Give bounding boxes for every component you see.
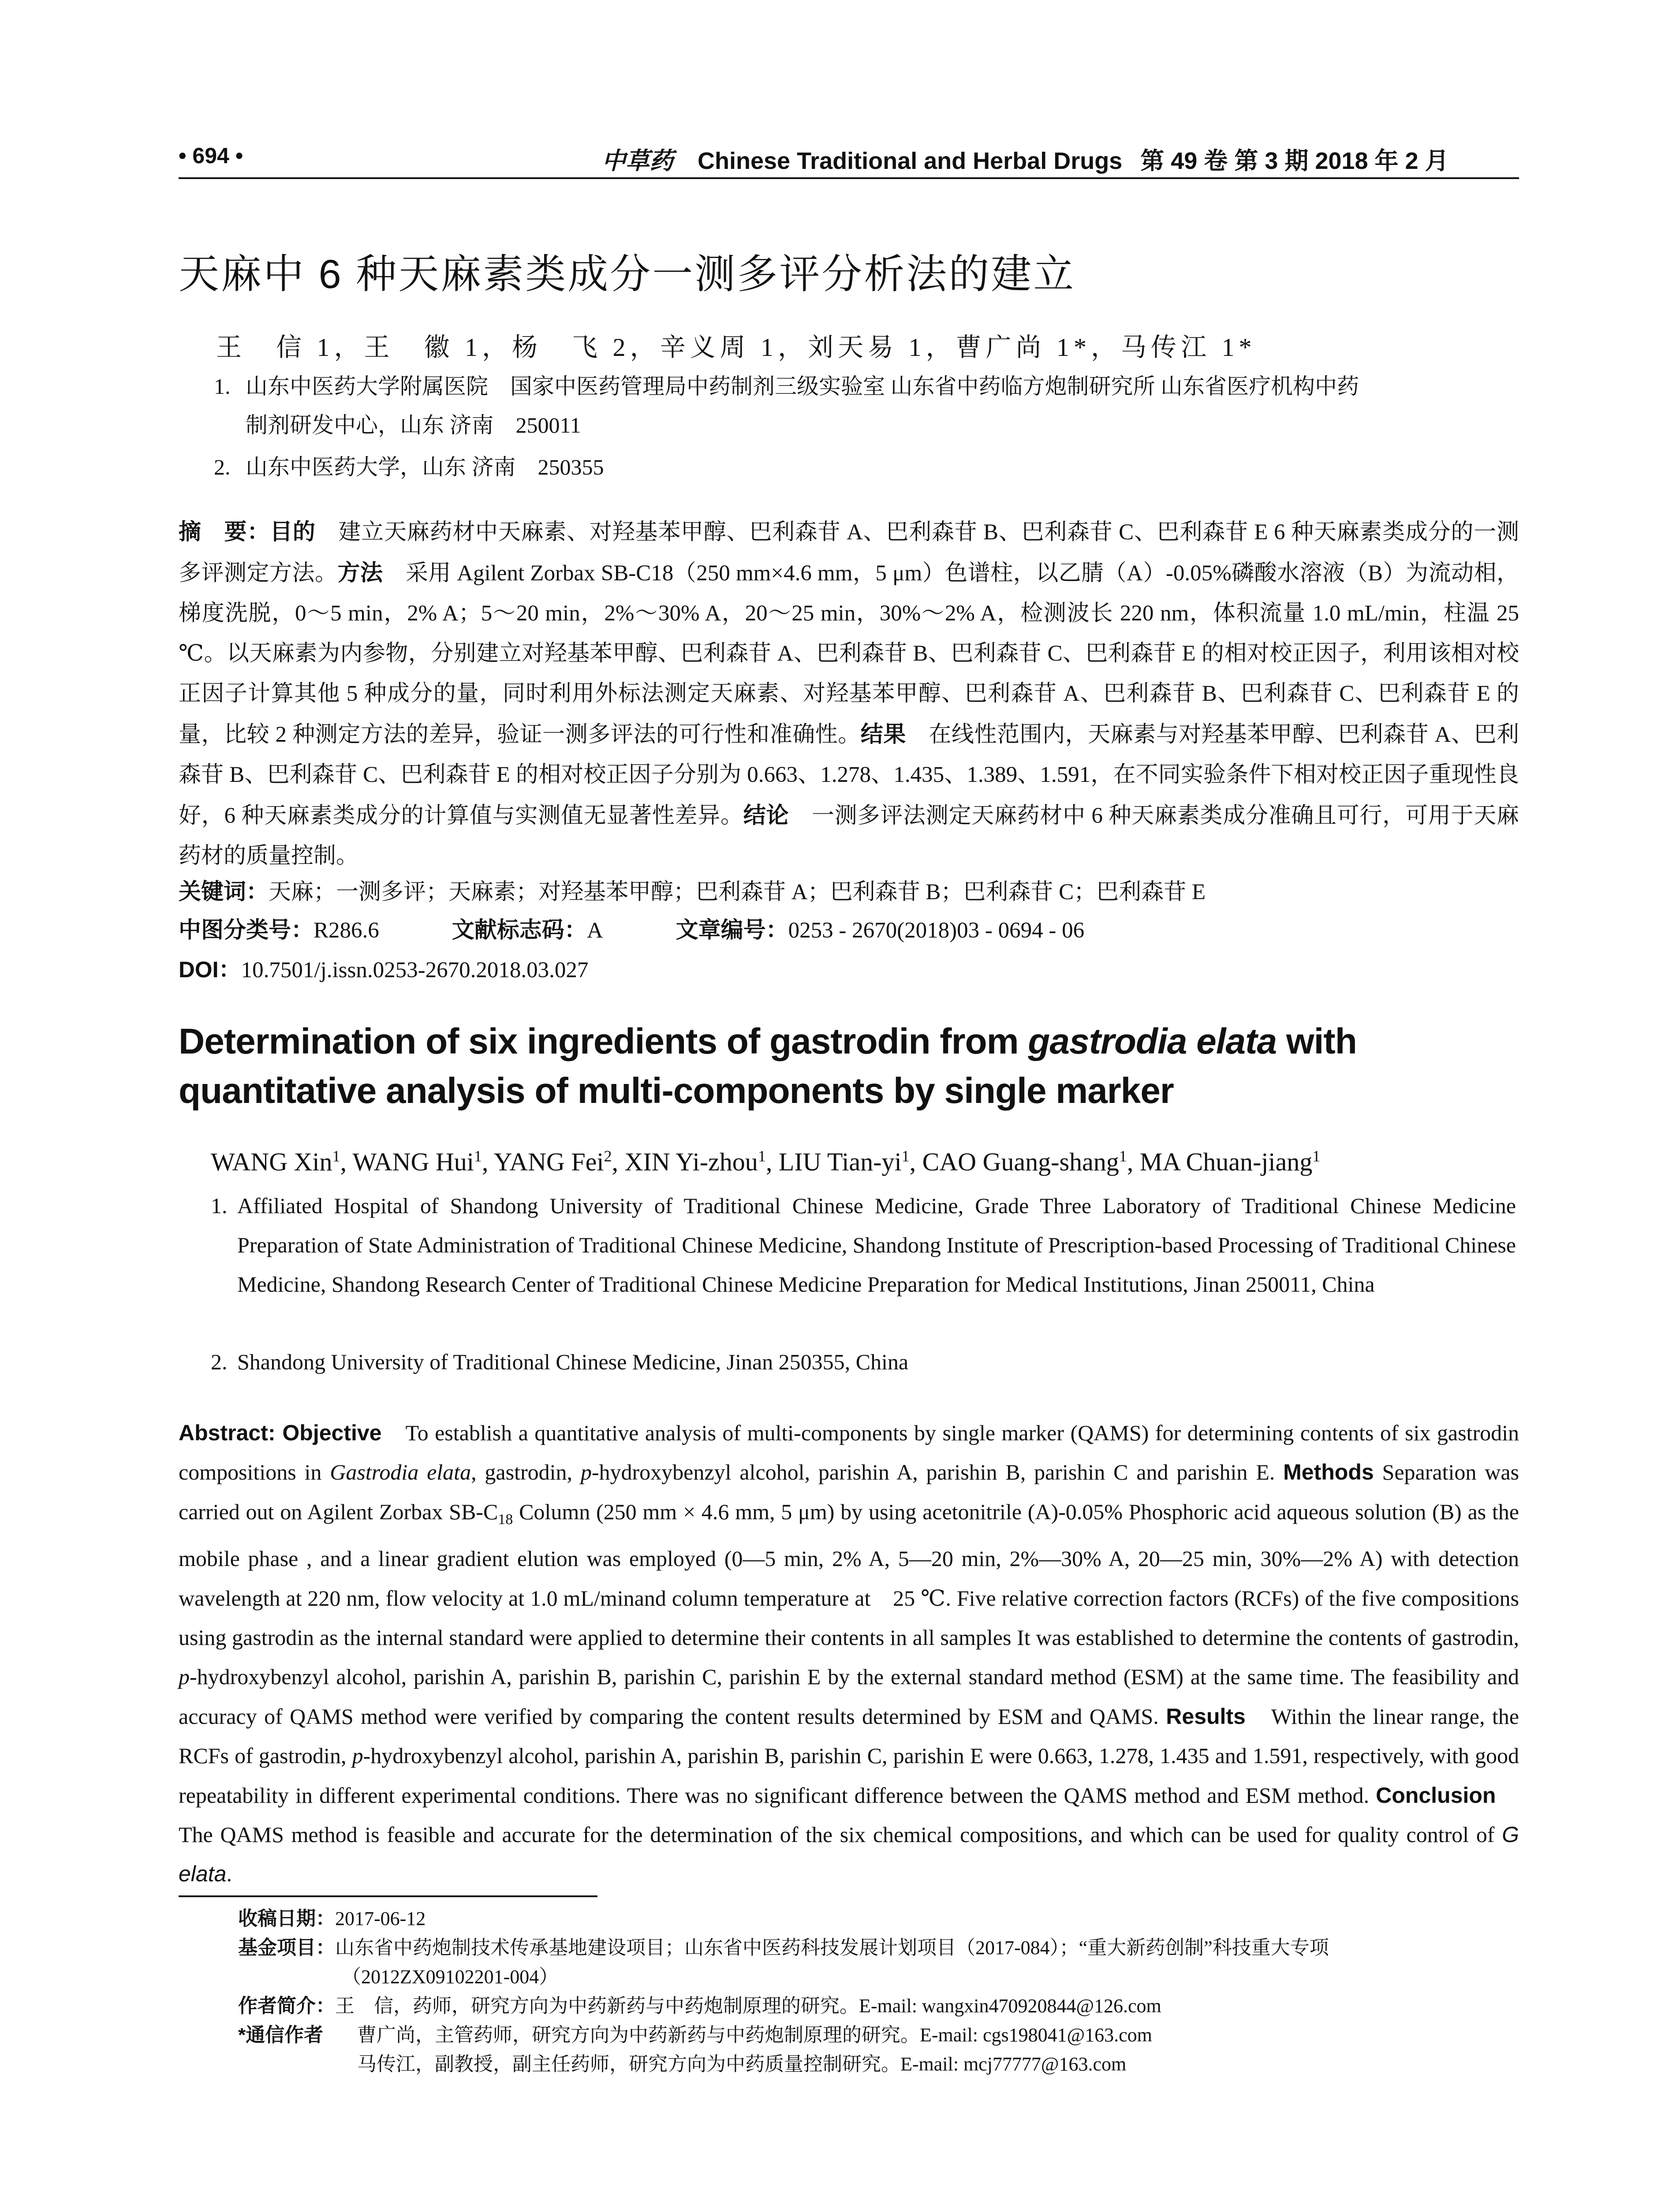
- affiliation-number: 2.: [214, 455, 231, 479]
- doi-line: [179, 951, 588, 984]
- author-en: WANG Xin$^1$: [211, 1147, 340, 1177]
- affiliation-text: 山东中医药大学，山东 济南 250355: [246, 455, 604, 479]
- author-en: XIN Yi-zhou$^1$: [624, 1147, 766, 1177]
- title-cn: 天麻中 6 种天麻素类成分一测多评分析法的建立: [179, 252, 1076, 297]
- abstract-label: Abstract:: [179, 1420, 283, 1445]
- corr-label: *通信作者: [238, 2024, 324, 2046]
- volume-info: 第 49 卷 第 3 期 2018 年 2 月: [1140, 148, 1449, 174]
- objective-text: To establish a quantitative analysis of multi-components by single marker (QAMS) for determining contents of six gastrodin compositions in: [179, 1420, 1519, 1485]
- bio-value: 王 信，药师，研究方向为中药新药与中药炮制原理的研究。E-mail: wangxin470920844@126.com: [335, 1995, 1161, 2017]
- species-abbrev: G elata: [179, 1822, 1519, 1887]
- methods-label: 方法: [337, 560, 383, 585]
- keywords-label: 关键词：: [179, 879, 269, 904]
- affiliation-text: 山东中医药大学附属医院 国家中医药管理局中药制剂三级实验室 山东省中药临方炮制研究所 山东省医疗机构中药: [246, 374, 1359, 399]
- page-number: • 694 •: [179, 143, 243, 168]
- keywords-cn: [179, 873, 1206, 906]
- affiliation-marker: 2: [604, 1147, 612, 1165]
- objective-label: 目的: [270, 519, 316, 544]
- clc-label: 中图分类号：: [179, 917, 314, 942]
- conclusion-text: The QAMS method is feasible and accurate for the determination of the six chemical compositions, and which can be used for quality control of: [179, 1783, 1519, 1847]
- results-text: 在线性范围内，天麻素与对羟基苯甲醇、巴利森苷 A、巴利森苷 B、巴利森苷 C、巴利森苷 E 的相对校正因子分别为 0.663、1.278、1.435、1.389、1.591，在不同实验条件下相对校正因子重现性良好，6 种天麻素类成分的计算值与实测值无显著性差异。: [179, 722, 1519, 828]
- species-name: Gastrodia elata: [330, 1460, 471, 1485]
- conclusion-label: 结论: [743, 803, 789, 828]
- title-en-species: gastrodia elata: [1028, 1021, 1277, 1061]
- author-en: WANG Hui$^1$: [352, 1147, 482, 1177]
- doc-code-value: A: [586, 918, 603, 943]
- objective-text: , gastrodin,: [471, 1460, 581, 1485]
- affiliation-number: 1.: [214, 374, 231, 399]
- affiliation-number: 2.: [211, 1349, 228, 1374]
- journal-name-en: Chinese Traditional and Herbal Drugs: [698, 148, 1123, 174]
- para-prefix: p: [580, 1460, 592, 1485]
- title-en-part: with quantitative analysis of multi-components by single marker: [179, 1021, 1357, 1111]
- authors-cn: 王 信 1，王 徽 1，杨 飞 2，辛义周 1，刘天易 1，曹广尚 1*，马传江 1*: [216, 333, 1256, 362]
- affiliation-marker: 1: [1119, 1147, 1127, 1165]
- methods-text: Column (250 mm × 4.6 mm, 5 μm) by using acetonitrile (A)-0.05% Phosphoric acid aqueous solution (B) as the mobile phase , and a linear gradient elution was employed (0—5 min, 2% A, 5—20 min, 2%—30% A, 20—25 min, 30%—2% A) with detection wavelength at 220 nm, flow velocity at 1.0 mL/minand column temperature at 25 ℃. Five relative correction factors (RCFs) of the five compositions using gastrodin as the internal standard were applied to determine their contents in all samples It was established to determine the contents of gastrodin,: [179, 1499, 1519, 1650]
- author-en: YANG Fei$^2$: [493, 1147, 612, 1177]
- affiliation-marker: 1: [901, 1147, 910, 1165]
- methods-text: 采用 Agilent Zorbax SB-C18（250 mm×4.6 mm，5 μm）色谱柱，以乙腈（A）-0.05%磷酸水溶液（B）为流动相，梯度洗脱，0～5 min，2% A；5～20 min，2%～30% A，20～25 min，30%～2% A，检测波长 220 nm，体积流量 1.0 mL/min，柱温 25 ℃。以天麻素为内参物，分别建立对羟基苯甲醇、巴利森苷 A、巴利森苷 B、巴利森苷 C、巴利森苷 E 的相对校正因子，利用该相对校正因子计算其他 5 种成分的量，同时利用外标法测定天麻素、对羟基苯甲醇、巴利森苷 A、巴利森苷 B、巴利森苷 C、巴利森苷 E 的量，比较 2 种测定方法的差异，验证一测多评法的可行性和准确性。: [179, 561, 1519, 747]
- abstract-label: 摘 要：: [179, 519, 270, 544]
- journal-title: [602, 142, 1449, 176]
- clc-value: R286.6: [314, 918, 379, 943]
- affiliation-marker: 1: [758, 1147, 766, 1165]
- doc-code-label: 文献标志码：: [452, 917, 587, 942]
- abstract-cn: [179, 512, 1519, 876]
- fund-label: 基金项目：: [238, 1937, 335, 1958]
- affiliation-marker: 1: [1312, 1147, 1321, 1165]
- fund-value: 山东省中药炮制技术传承基地建设项目；山东省中医药科技发展计划项目（2017-084）；“重大新药创制”科技重大专项: [335, 1937, 1329, 1958]
- objective-label: Objective: [282, 1420, 382, 1445]
- affiliation-text-cont: 制剂研发中心，山东 济南 250011: [246, 413, 581, 437]
- classification-line: [179, 912, 1084, 944]
- results-label: Results: [1166, 1704, 1246, 1729]
- journal-logo: 中草药: [602, 146, 673, 175]
- results-text: Within the linear range, the RCFs of gastrodin,: [179, 1704, 1519, 1768]
- conclusion-text: 一测多评法测定天麻药材中 6 种天麻素类成分准确且可行，可用于天麻药材的质量控制。: [179, 804, 1519, 868]
- author-en: MA Chuan-jiang$^1$: [1139, 1147, 1321, 1177]
- doi-label: DOI：: [179, 957, 241, 982]
- doi-value[interactable]: 10.7501/j.issn.0253-2670.2018.03.027: [241, 958, 589, 983]
- methods-text: Separation was carried out on Agilent Zorbax SB-C: [179, 1460, 1519, 1524]
- title-en: [179, 1017, 1519, 1116]
- affiliation-en-1: [211, 1186, 1516, 1304]
- affiliation-text: Shandong University of Traditional Chinese Medicine, Jinan 250355, China: [237, 1349, 909, 1374]
- received-value: 2017-06-12: [335, 1908, 426, 1929]
- corresponding-author: [238, 2021, 1519, 2050]
- affiliation-marker: 1: [332, 1147, 340, 1165]
- running-header: [179, 140, 1519, 181]
- affiliation-marker: 1: [474, 1147, 482, 1165]
- conclusion-text: .: [226, 1861, 232, 1887]
- received-label: 收稿日期：: [238, 1908, 335, 1929]
- subscript: 18: [498, 1511, 513, 1528]
- affiliation-cn-2: [214, 448, 1515, 486]
- bio-label: 作者简介：: [238, 1995, 335, 2017]
- methods-label: Methods: [1283, 1460, 1374, 1485]
- corr-value-cont: 马传江，副教授，副主任药师，研究方向为中药质量控制研究。E-mail: mcj77777@163.com: [357, 2053, 1127, 2075]
- article-number-label: 文章编号：: [676, 917, 788, 942]
- article-number-value: 0253 - 2670(2018)03 - 0694 - 06: [788, 918, 1085, 943]
- affiliation-en-2: [211, 1342, 1516, 1382]
- corr-value: 曹广尚，主管药师，研究方向为中药新药与中药炮制原理的研究。E-mail: cgs198041@163.com: [357, 2024, 1152, 2046]
- objective-text: -hydroxybenzyl alcohol, parishin A, parishin B, parishin C and parishin E.: [591, 1460, 1284, 1485]
- title-en-part: Determination of six ingredients of gastrodin from: [179, 1021, 1028, 1061]
- results-text: -hydroxybenzyl alcohol, parishin A, parishin B, parishin C, parishin E were 0.663, 1.278, 1.435 and 1.591, respectively, with good repeatability in different experimental conditions. There was no significant difference between the QAMS method and ESM method.: [179, 1743, 1519, 1808]
- results-label: 结果: [860, 721, 906, 747]
- conclusion-label: Conclusion: [1376, 1783, 1496, 1808]
- affiliation-cn-1: [214, 367, 1515, 445]
- author-bio: [238, 1992, 1519, 2021]
- footnote-rule: [179, 1895, 597, 1897]
- fund-info: [238, 1933, 1519, 1962]
- para-prefix: p: [179, 1664, 190, 1689]
- received-date: [238, 1904, 1519, 1933]
- abstract-en: [179, 1413, 1519, 1894]
- fund-value-cont: （2012ZX09102201-004）: [342, 1966, 559, 1988]
- header-rule: [179, 177, 1519, 179]
- author-en: CAO Guang-shang$^1$: [922, 1147, 1127, 1177]
- affiliation-number: 1.: [211, 1193, 228, 1218]
- affiliation-text: Affiliated Hospital of Shandong University of Traditional Chinese Medicine, Grade Three Laboratory of Traditional Chinese Medicine Preparation of State Administration of Traditional Chinese Medicine, Shandong Institute of Prescription-based Processing of Traditional Chinese Medicine, Shandong Research Center of Traditional Chinese Medicine Preparation for Medical Institutions, Jinan 250011, China: [237, 1193, 1516, 1297]
- footnotes: [238, 1904, 1519, 2079]
- keywords-value: 天麻；一测多评；天麻素；对羟基苯甲醇；巴利森苷 A；巴利森苷 B；巴利森苷 C；巴利森苷 E: [269, 880, 1206, 904]
- author-en: LIU Tian-$yi^1$: [778, 1147, 910, 1177]
- objective-text: 建立天麻药材中天麻素、对羟基苯甲醇、巴利森苷 A、巴利森苷 B、巴利森苷 C、巴利森苷 E 6 种天麻素类成分的一测多评测定方法。: [179, 520, 1519, 586]
- methods-text: -hydroxybenzyl alcohol, parishin A, parishin B, parishin C, parishin E by the external standard method (ESM) at the same time. The feasibility and accuracy of QAMS method were verified by comparing the content results determined by ESM and QAMS.: [179, 1664, 1519, 1729]
- authors-en: WANG Xin$^1$, WANG Hui$^1$, YANG Fei$^2$, XIN Yi-zhou$^1$, LIU Tian-$yi^1$, CAO Guang-shang$^1$, MA Chuan-jiang$^1$: [211, 1147, 1321, 1177]
- para-prefix: p: [352, 1743, 363, 1768]
